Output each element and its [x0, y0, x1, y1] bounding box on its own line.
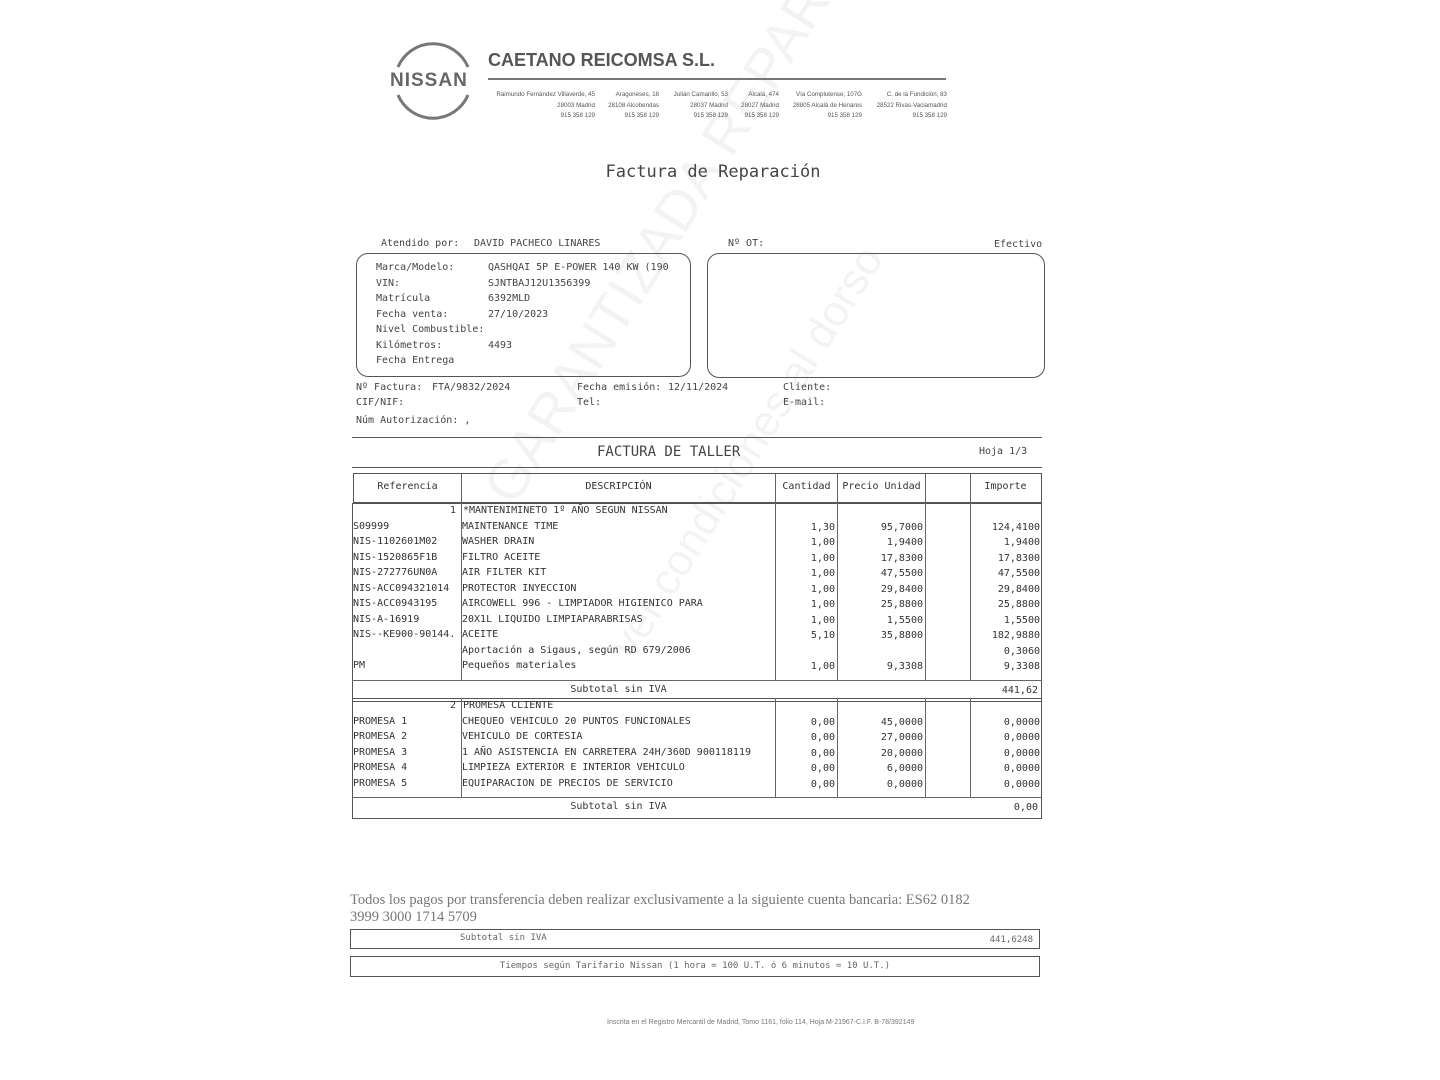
- row-description: ACEITE: [462, 629, 499, 640]
- row-reference: PROMESA 5: [353, 777, 408, 789]
- row-reference: PROMESA 3: [353, 746, 408, 758]
- row-reference: NIS-1102601M02: [353, 536, 438, 547]
- row-unit-price: 47,5500: [880, 568, 923, 579]
- row-unit-price: 25,8800: [880, 599, 923, 610]
- row-description: MAINTENANCE TIME: [462, 520, 559, 532]
- row-description: CHEQUEO VEHICULO 20 PUNTOS FUNCIONALES: [462, 715, 691, 727]
- client-label: Cliente:: [783, 382, 832, 393]
- row-unit-price: 20,0000: [880, 747, 923, 759]
- attended-value: DAVID PACHECO LINARES: [474, 238, 601, 249]
- col-header-referencia: Referencia: [377, 481, 438, 492]
- vehicle-value: QASHQAI 5P E-POWER 140 KW (190: [488, 262, 669, 273]
- group-title: PROMESA CLIENTE: [463, 700, 554, 711]
- row-reference: PM: [353, 660, 366, 671]
- row-amount: 0,0000: [1003, 732, 1040, 743]
- col-header-importe: Importe: [984, 481, 1027, 492]
- address-3: Julián Camarillo, 53 28037 Madrid 915 358 129: [673, 91, 728, 119]
- issue-date-label: Fecha emisión:: [577, 382, 662, 393]
- row-quantity: 1,00: [810, 537, 835, 548]
- attended-label: Atendido por:: [381, 238, 460, 249]
- row-unit-price: 17,8300: [880, 552, 923, 564]
- tel-label: Tel:: [577, 397, 602, 408]
- row-amount: 1,9400: [1003, 537, 1040, 548]
- row-description: WASHER DRAIN: [462, 536, 535, 547]
- row-quantity: 1,00: [810, 599, 835, 610]
- row-description: LIMPIEZA EXTERIOR E INTERIOR VEHICULO: [462, 762, 685, 773]
- invoice-number-label: Nº Factura:: [356, 382, 423, 393]
- row-description: PROTECTOR INYECCION: [462, 582, 577, 594]
- row-description: AIRCOWELL 996 - LIMPIADOR HIGIENICO PARA: [462, 598, 703, 609]
- section-rule-bottom: [352, 467, 1042, 468]
- row-amount: 124,4100: [991, 521, 1040, 533]
- vehicle-value: SJNTBAJ12U1356399: [488, 277, 591, 289]
- row-quantity: 1,00: [810, 568, 835, 579]
- row-unit-price: 35,8800: [880, 630, 923, 641]
- row-quantity: 1,00: [810, 552, 835, 564]
- company-name: CAETANO REICOMSA S.L.: [488, 50, 716, 70]
- row-description: 1 AÑO ASISTENCIA EN CARRETERA 24H/360D 900118119: [462, 746, 751, 758]
- address-4: Alcalá, 474 28027 Madrid 915 358 129: [741, 91, 779, 119]
- row-reference: NIS--KE900-90144.: [353, 629, 456, 640]
- address-2: Aragoneses, 18 28108 Alcobendas 915 358 129: [608, 91, 659, 119]
- group-subtotal-value: 0,00: [1013, 802, 1038, 813]
- row-amount: 9,3308: [1003, 661, 1040, 672]
- footer-subtotal-box: [350, 929, 1040, 949]
- ot-label: Nº OT:: [728, 238, 765, 249]
- col-header-descripcion: DESCRIPCIÓN: [585, 481, 652, 492]
- row-description: AIR FILTER KIT: [462, 567, 547, 578]
- row-description: Aportación a Sigaus, según RD 679/2006: [462, 644, 691, 656]
- cif-label: CIF/NIF:: [356, 397, 405, 408]
- document-title: Factura de Reparación: [605, 162, 821, 182]
- col-header-cantidad: Cantidad: [782, 481, 831, 492]
- row-unit-price: 45,0000: [880, 716, 923, 728]
- group-subtotal-rule: [352, 680, 1042, 681]
- nissan-logo: [388, 33, 478, 129]
- vehicle-value: 27/10/2023: [488, 308, 549, 320]
- row-amount: 29,8400: [997, 583, 1040, 595]
- vehicle-label: Fecha Entrega: [376, 355, 455, 366]
- group-subtotal-label: Subtotal sin IVA: [570, 683, 667, 695]
- row-amount: 25,8800: [997, 599, 1040, 610]
- row-reference: PROMESA 2: [353, 731, 408, 742]
- header-rule: [488, 78, 946, 80]
- row-reference: NIS-A-16919: [353, 613, 420, 625]
- row-amount: 47,5500: [997, 568, 1040, 579]
- section-rule-top: [352, 437, 1042, 438]
- row-amount: 0,0000: [1003, 763, 1040, 774]
- address-6: C. de la Fundición, 83 28522 Rivas-Vaciamadrid 915 358 129: [876, 91, 947, 119]
- row-quantity: 5,10: [810, 630, 835, 641]
- vehicle-label: Nivel Combustible:: [376, 324, 485, 335]
- group-title: *MANTENIMINETO 1º AÑO SEGUN NISSAN: [463, 505, 668, 516]
- column-divider: [925, 503, 926, 680]
- notes-box: [707, 253, 1045, 378]
- row-reference: NIS-ACC094321014: [353, 582, 450, 594]
- row-unit-price: 9,3308: [886, 661, 923, 672]
- section-title: FACTURA DE TALLER: [597, 444, 741, 460]
- registry-line: Inscrita en el Registro Mercantil de Madrid, Tomo 1161, folio 114, Hoja M-21967-C.I.F. B-78/392149: [607, 1019, 915, 1026]
- row-reference: S09999: [353, 520, 390, 532]
- row-quantity: 0,00: [810, 778, 835, 790]
- row-unit-price: 1,9400: [886, 537, 923, 548]
- row-description: VEHICULO DE CORTESIA: [462, 731, 583, 742]
- row-amount: 0,0000: [1003, 747, 1040, 759]
- vehicle-label: Kilómetros:: [376, 339, 443, 351]
- row-quantity: 0,00: [810, 732, 835, 743]
- row-description: 20X1L LIQUIDO LIMPIAPARABRISAS: [462, 613, 643, 625]
- row-unit-price: 6,0000: [886, 763, 923, 774]
- vehicle-label: Matrícula: [376, 293, 431, 304]
- row-amount: 1,5500: [1003, 614, 1040, 626]
- issue-date: 12/11/2024: [668, 382, 729, 393]
- row-description: FILTRO ACEITE: [462, 551, 541, 563]
- row-amount: 0,0000: [1003, 716, 1040, 728]
- row-amount: 0,3060: [1003, 645, 1040, 657]
- row-unit-price: 29,8400: [880, 583, 923, 595]
- bank-notice-line-1: Todos los pagos por transferencia deben realizar exclusivamente a la siguiente cuenta bancaria: ES62 0182: [350, 892, 970, 908]
- vehicle-value: 4493: [488, 339, 513, 351]
- group-number: 2: [449, 700, 456, 711]
- vehicle-label: Marca/Modelo:: [376, 262, 455, 273]
- authorization-label: Núm Autorización: ,: [356, 415, 471, 426]
- group-number: 1: [449, 505, 456, 516]
- col-header-precio: Precio Unidad: [842, 481, 921, 492]
- row-quantity: 1,00: [810, 583, 835, 595]
- row-quantity: 1,00: [810, 661, 835, 672]
- row-unit-price: 95,7000: [880, 521, 923, 533]
- email-label: E-mail:: [783, 397, 826, 408]
- footer-subtotal-label: Subtotal sin IVA: [460, 933, 547, 943]
- footer-tiempos: Tiempos según Tarifario Nissan (1 hora = 100 U.T. ó 6 minutos = 10 U.T.): [499, 961, 891, 971]
- bank-notice-line-2: 3999 3000 1714 5709: [350, 909, 477, 925]
- row-amount: 0,0000: [1003, 778, 1040, 790]
- row-reference: PROMESA 1: [353, 715, 408, 727]
- address-5: Vía Complutense, 107G 28805 Alcalá de Henares 915 358 129: [792, 91, 862, 119]
- row-reference: NIS-1520865F1B: [353, 551, 438, 563]
- vehicle-value: 6392MLD: [488, 293, 531, 304]
- footer-subtotal-value: 441,6248: [989, 935, 1033, 945]
- row-unit-price: 1,5500: [886, 614, 923, 626]
- group-subtotal-rule: [352, 797, 1042, 798]
- row-unit-price: 27,0000: [880, 732, 923, 743]
- vehicle-label: Fecha venta:: [376, 308, 449, 320]
- row-quantity: 0,00: [810, 747, 835, 759]
- group-subtotal-label: Subtotal sin IVA: [570, 801, 667, 812]
- page-indicator: Hoja 1/3: [979, 446, 1028, 457]
- address-1: Raimundo Fernández Villaverde, 45 28003 Madrid 915 358 129: [496, 91, 595, 119]
- vehicle-label: VIN:: [376, 277, 401, 289]
- column-divider: [925, 698, 926, 797]
- row-quantity: 0,00: [810, 763, 835, 774]
- row-reference: PROMESA 4: [353, 762, 408, 773]
- row-unit-price: 0,0000: [886, 778, 923, 790]
- row-description: EQUIPARACION DE PRECIOS DE SERVICIO: [462, 777, 673, 789]
- row-description: Pequeños materiales: [462, 660, 577, 671]
- payment-method: Efectivo: [994, 239, 1043, 250]
- row-amount: 17,8300: [997, 552, 1040, 564]
- invoice-number: FTA/9832/2024: [432, 382, 511, 393]
- brand-name: NISSAN: [390, 70, 468, 91]
- row-reference: NIS-272776UN0A: [353, 567, 438, 578]
- row-reference: NIS-ACC0943195: [353, 598, 438, 609]
- row-quantity: 0,00: [810, 716, 835, 728]
- group-subtotal-value: 441,62: [1001, 684, 1038, 696]
- row-amount: 182,9880: [991, 630, 1040, 641]
- row-quantity: 1,00: [810, 614, 835, 626]
- row-quantity: 1,30: [810, 521, 835, 533]
